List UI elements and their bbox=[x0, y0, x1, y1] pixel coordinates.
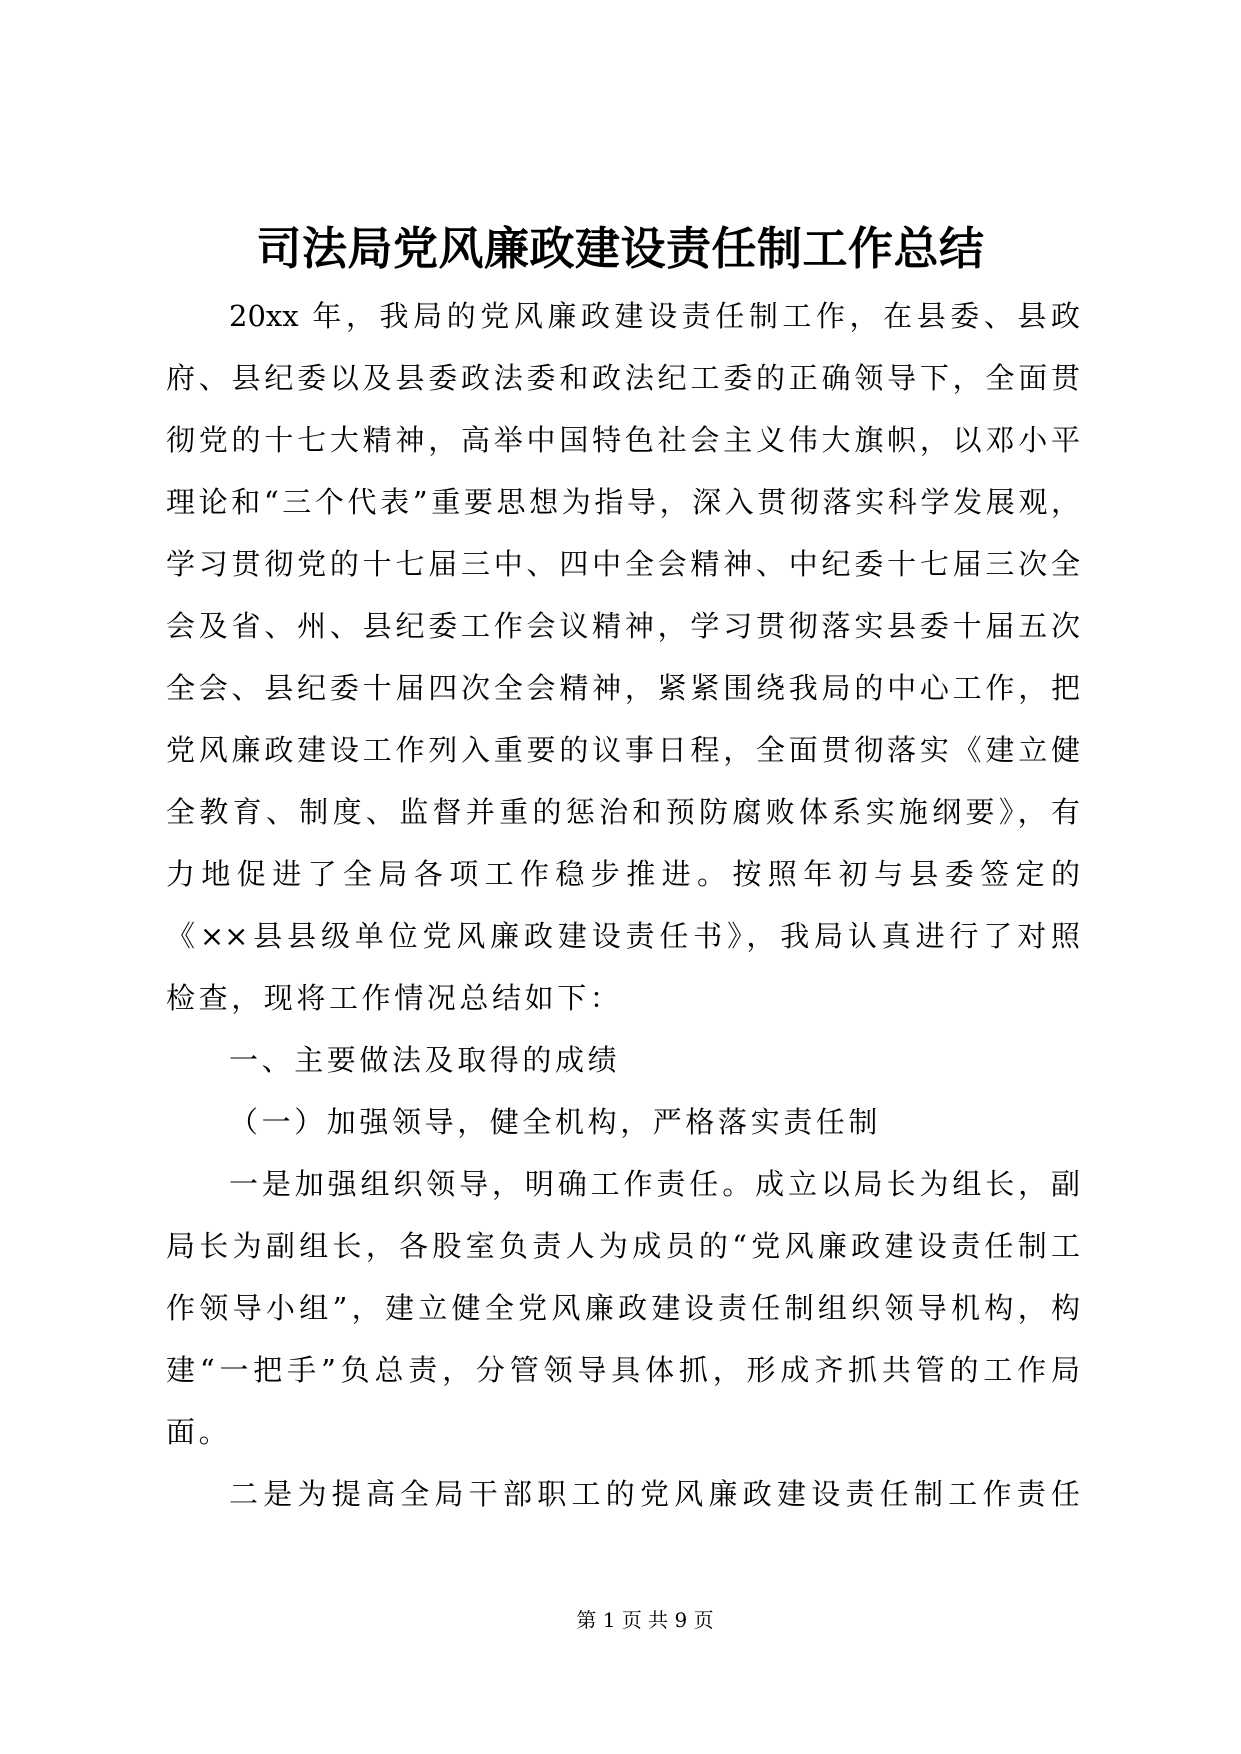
section-heading bbox=[166, 1029, 1080, 1091]
paragraph-point-one bbox=[166, 1153, 1080, 1463]
text-line: 局长为副组长，各股室负责人为成员的“党风廉政建设责任制工 bbox=[166, 1229, 1080, 1263]
subsection-heading-text: （一）加强领导，健全机构，严格落实责任制 bbox=[229, 1105, 882, 1139]
paragraph-intro bbox=[166, 285, 1080, 1029]
document-title: 司法局党风廉政建设责任制工作总结 bbox=[256, 222, 985, 275]
document-body bbox=[166, 285, 1080, 1525]
text-line: 理论和“三个代表”重要思想为指导，深入贯彻落实科学发展观， bbox=[166, 485, 1080, 519]
text-line: 一是加强组织领导，明确工作责任。成立以局长为组长，副 bbox=[229, 1167, 1080, 1201]
text-line: 建“一把手”负总责，分管领导具体抓，形成齐抓共管的工作局 bbox=[166, 1353, 1080, 1387]
text-line: 全会、县纪委十届四次全会精神，紧紧围绕我局的中心工作，把 bbox=[166, 671, 1080, 705]
section-heading-text: 一、主要做法及取得的成绩 bbox=[229, 1043, 621, 1077]
text-line: 全教育、制度、监督并重的惩治和预防腐败体系实施纲要》，有 bbox=[166, 795, 1080, 829]
text-line: 检查，现将工作情况总结如下： bbox=[166, 981, 623, 1015]
text-line: 党风廉政建设工作列入重要的议事日程，全面贯彻落实《建立健 bbox=[166, 733, 1080, 767]
paragraph-point-two bbox=[166, 1463, 1080, 1525]
subsection-heading bbox=[166, 1091, 1080, 1153]
text-line: 作领导小组”，建立健全党风廉政建设责任制组织领导机构，构 bbox=[166, 1291, 1080, 1325]
text-line: 二是为提高全局干部职工的党风廉政建设责任制工作责任 bbox=[229, 1477, 1080, 1511]
text-line: 学习贯彻党的十七届三中、四中全会精神、中纪委十七届三次全 bbox=[166, 547, 1080, 581]
text-line: 力地促进了全局各项工作稳步推进。按照年初与县委签定的 bbox=[166, 857, 1080, 891]
text-line: 《××县县级单位党风廉政建设责任书》，我局认真进行了对照 bbox=[166, 919, 1080, 953]
page-footer: 第 1 页 共 9 页 bbox=[576, 1608, 714, 1632]
text-line: 20xx 年，我局的党风廉政建设责任制工作，在县委、县政 bbox=[229, 299, 1080, 333]
text-line: 面。 bbox=[166, 1415, 232, 1449]
text-line: 会及省、州、县纪委工作会议精神，学习贯彻落实县委十届五次 bbox=[166, 609, 1080, 643]
text-line: 府、县纪委以及县委政法委和政法纪工委的正确领导下，全面贯 bbox=[166, 361, 1080, 395]
text-line: 彻党的十七大精神，高举中国特色社会主义伟大旗帜，以邓小平 bbox=[166, 423, 1080, 457]
